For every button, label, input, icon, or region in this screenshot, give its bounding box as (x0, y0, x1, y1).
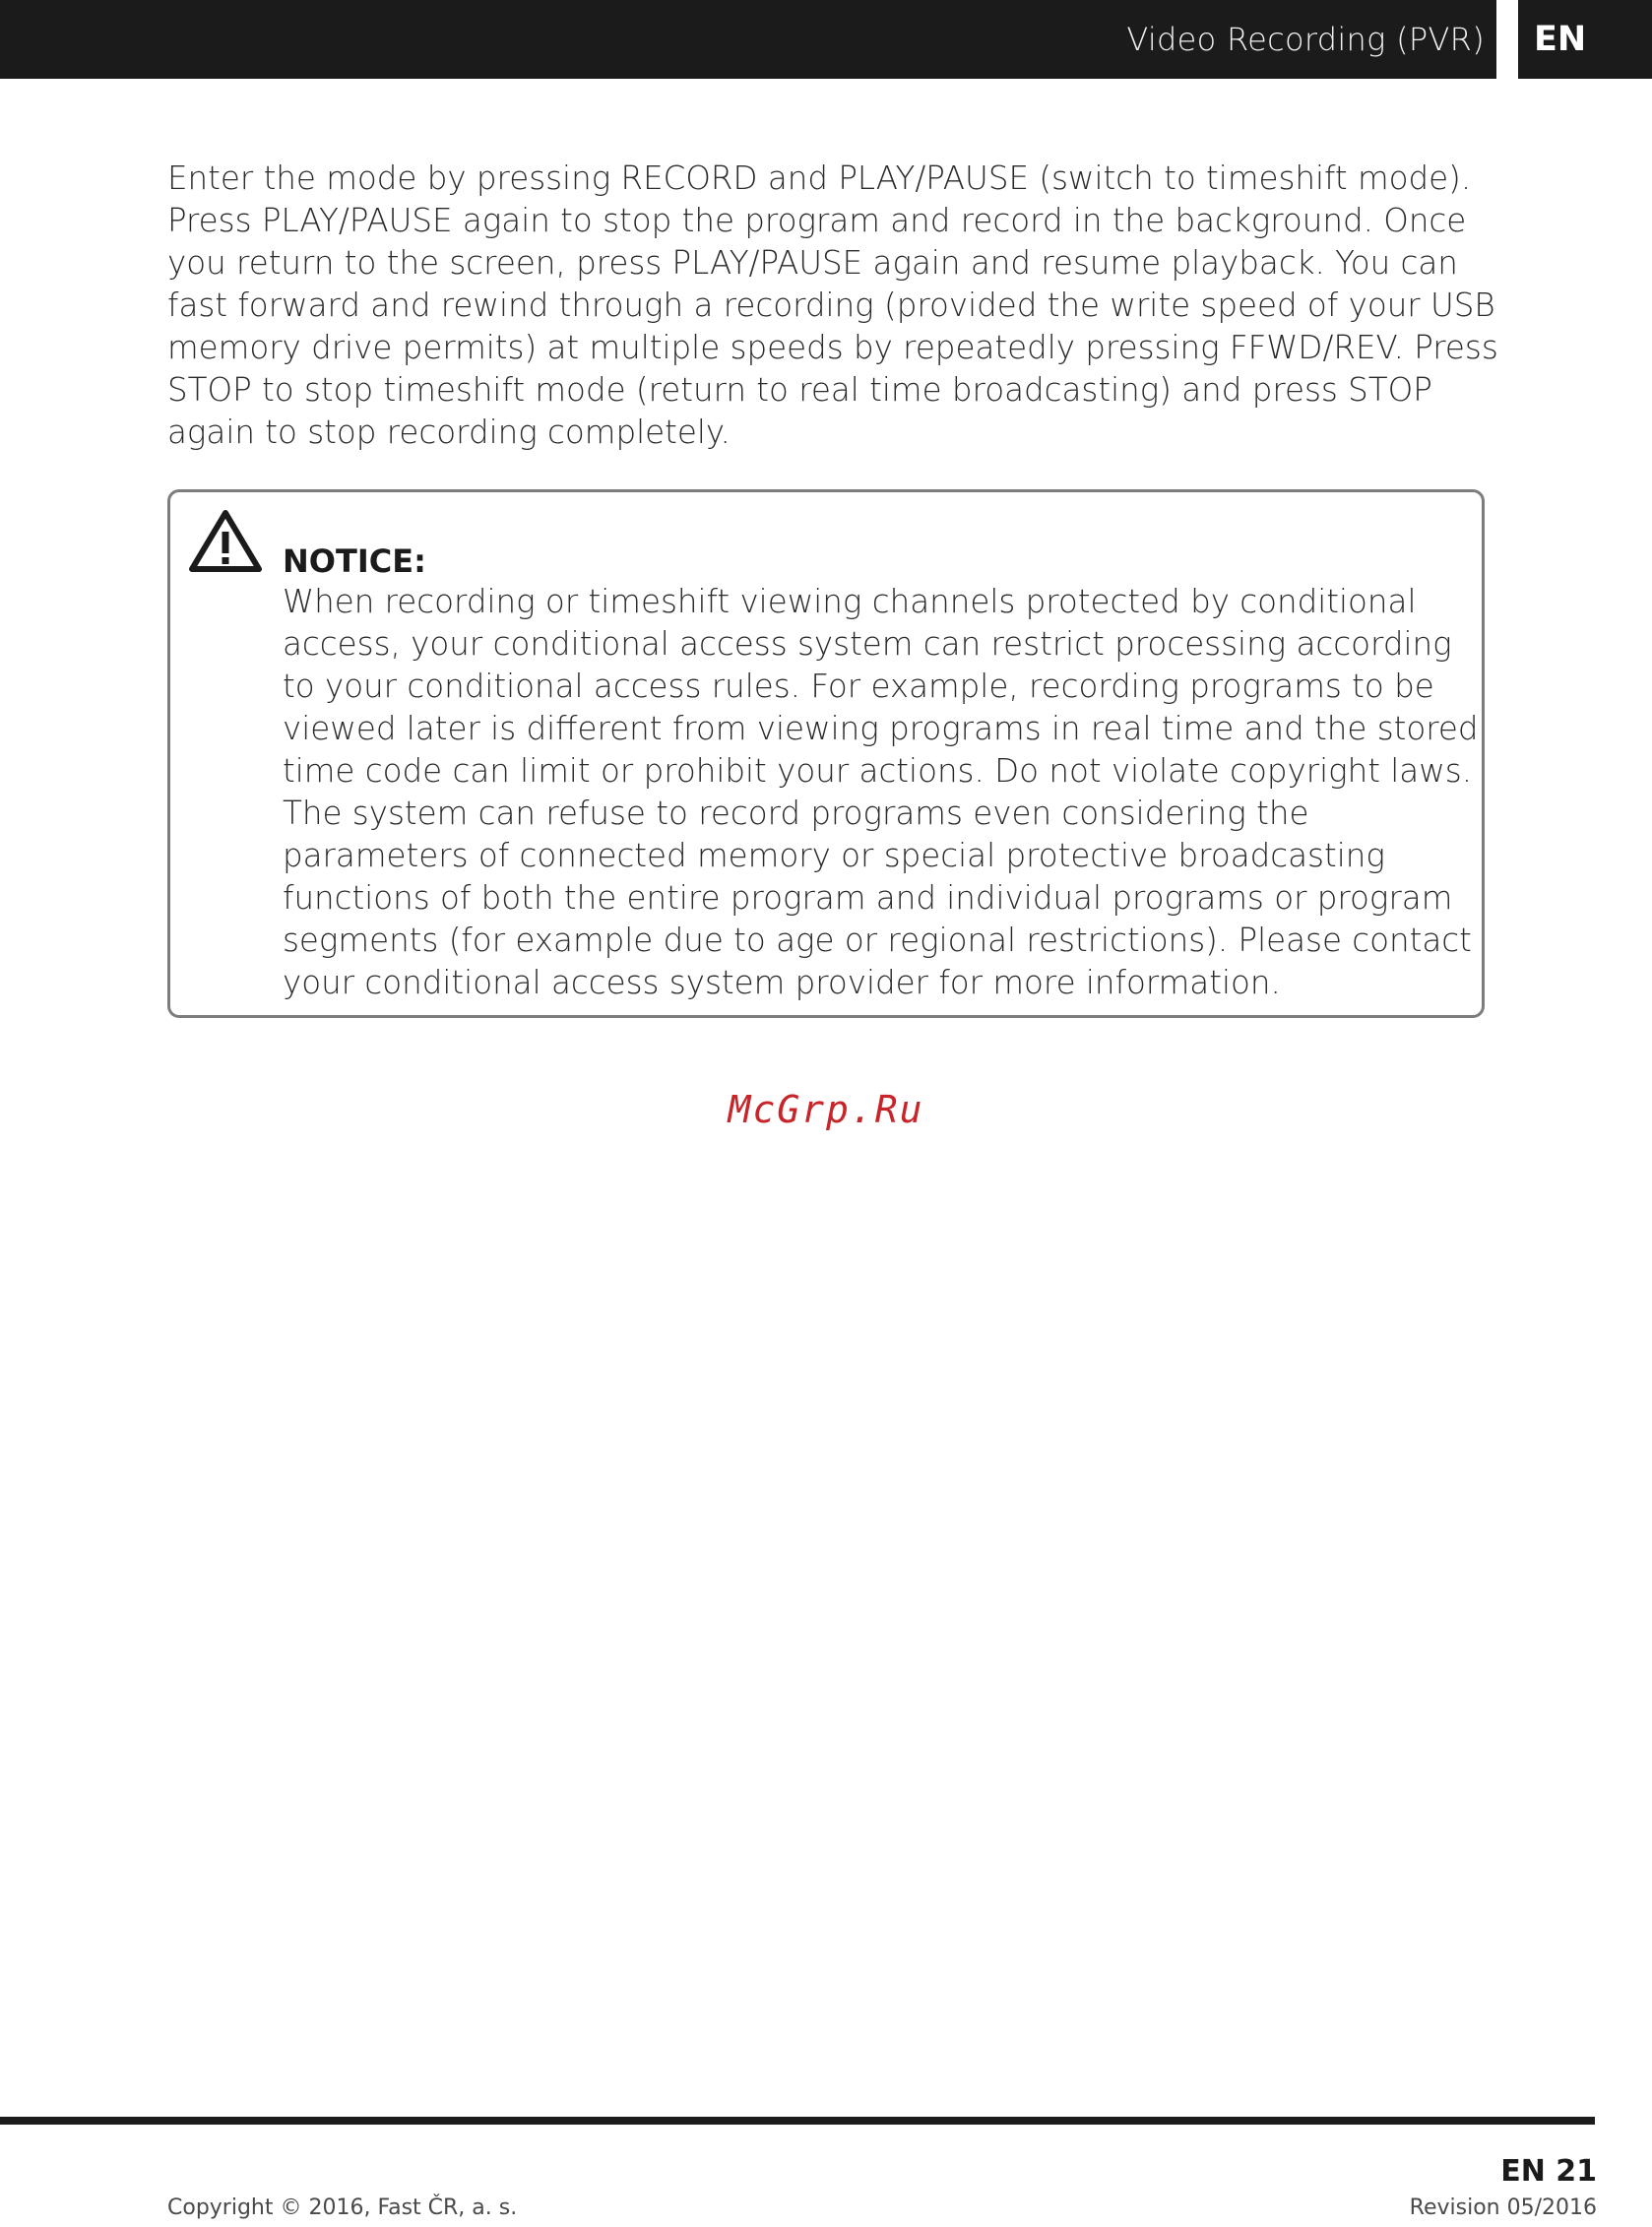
intro-paragraph: Enter the mode by pressing RECORD and PLAY/PAUSE (switch to timeshift mode). Press PLAY/PAUSE again to stop the program and record in the background. Once you return to the screen, press PLAY/PAUSE again and resume playback. You can fast forward and rewind through a recording (provided the write speed of your USB memory drive permits) at multiple speeds by repeatedly pressing FFWD/REV. Press STOP to stop timeshift mode (return to real time broadcasting) and press STOP again to stop recording completely. (167, 159, 1498, 451)
section-title: Video Recording (PVR) (1126, 21, 1485, 58)
copyright: Copyright © 2016, Fast ČR, a. s. (167, 2195, 518, 2220)
warning-triangle-icon (188, 508, 263, 573)
language-tab: EN (1518, 0, 1652, 79)
notice-box (167, 489, 1485, 1018)
revision: Revision 05/2016 (1409, 2195, 1597, 2220)
footer-rule (0, 2117, 1595, 2125)
page-number: EN 21 (1500, 2154, 1597, 2189)
notice-body: When recording or timeshift viewing channels protected by conditional access, your conditional access system can restrict processing according to your conditional access rules. For example, recording programs to be viewed later is different from viewing programs in real time and the stored time code can limit or prohibit your actions. Do not violate copyright laws. The system can refuse to record programs even considering the parameters of connected memory or special protective broadcasting functions of both the entire program and individual programs or program segments (for example due to age or regional restrictions). Please contact your conditional access system provider for more information. (283, 583, 1479, 1001)
notice-title: NOTICE: (283, 542, 426, 580)
watermark: McGrp.Ru (728, 1088, 924, 1131)
header-bar (0, 0, 1496, 79)
